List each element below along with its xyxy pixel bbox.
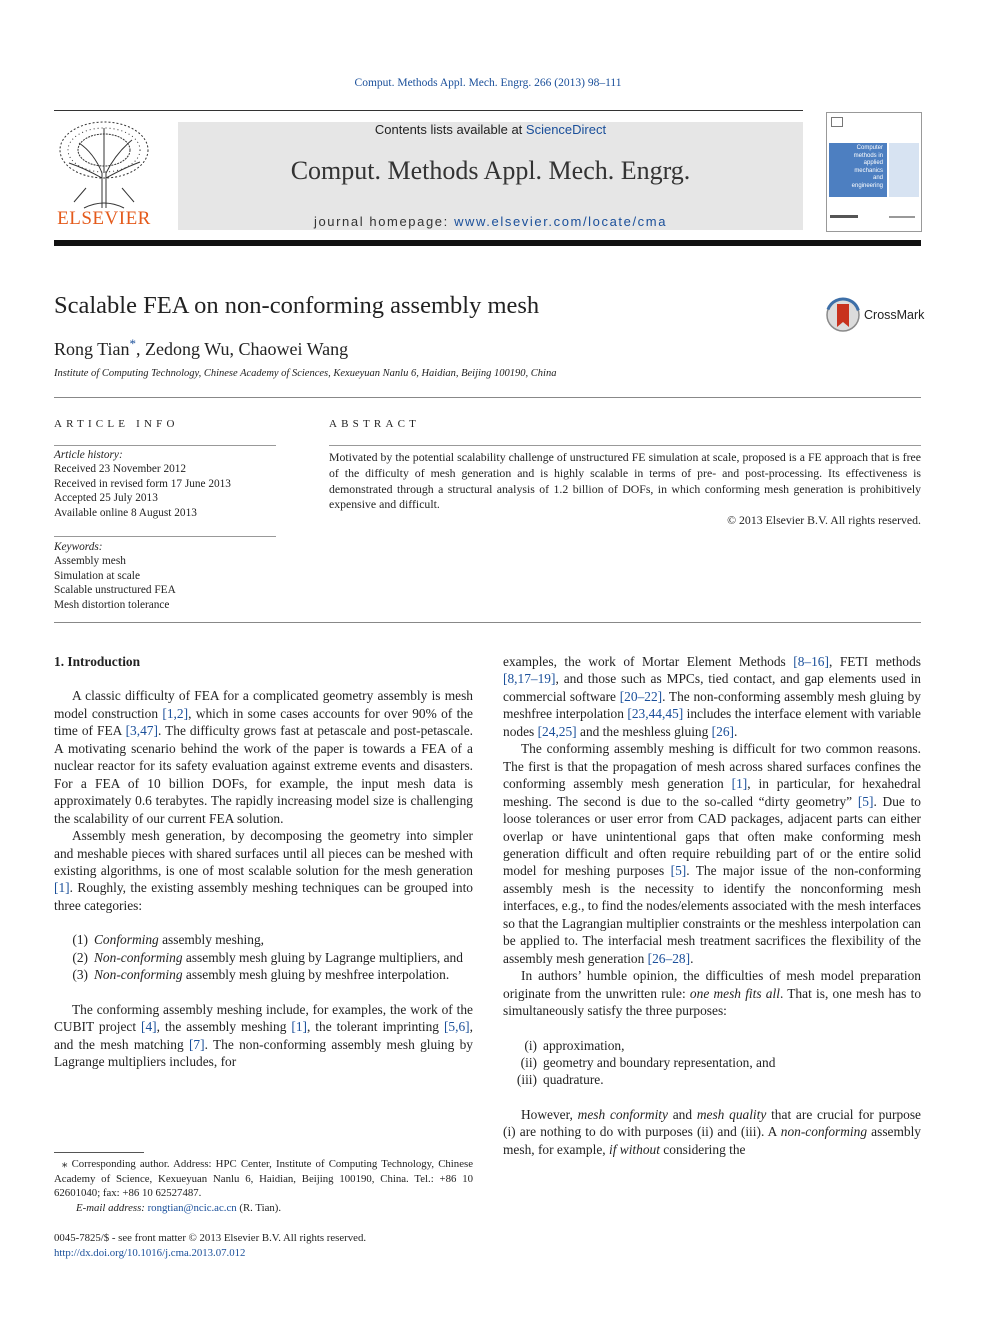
cover-title-line: applied [863,160,883,167]
cover-footer-mark [830,215,858,218]
abstract-rule [329,445,921,446]
citation-link[interactable]: [26–28] [647,950,691,966]
citation-link[interactable]: [1] [731,776,748,792]
footnotes [54,1157,473,1215]
paragraph: The conforming assembly meshing include, for examples, the work of the CUBIT project [4], the assembly meshing [1], the tolerant imprinting [5,6], and the mesh matching [7]. The non-conforming assembly mesh gluing by Lagrange multipliers includes, for [54,1001,473,1070]
issn-line: 0045-7825/$ - see front matter © 2013 Elsevier B.V. All rights reserved. [54,1232,367,1244]
homepage-link[interactable]: www.elsevier.com/locate/cma [454,214,668,229]
author-name: Rong Tian [54,339,130,359]
paragraph: In authors’ humble opinion, the difficulties of mesh model preparation originate from the unwritten rule: one mesh fits all. That is, one mesh has to simultaneously satisfy the three purposes: [503,968,922,1019]
contents-line: Contents lists available at ScienceDirect [374,122,607,137]
paper-title: Scalable FEA on non-conforming assembly mesh [54,292,540,319]
publisher-name: ELSEVIER [57,208,151,229]
cover-title-line: and [872,175,883,182]
category-list [54,931,473,983]
keyword-item: Simulation at scale [54,569,140,582]
abstract-body [329,450,921,529]
citation-link[interactable]: [23,44,45] [627,706,684,722]
list-item: (1) Conforming assembly meshing, [72,932,264,948]
history-item: Received in revised form 17 June 2013 [54,477,231,490]
doi-link[interactable]: http://dx.doi.org/10.1016/j.cma.2013.07.012 [54,1246,246,1259]
paragraph: Assembly mesh generation, by decomposing the geometry into simpler and meshable pieces with shared surfaces until all pieces can be meshed with existing algorithms, is one of most scalable solution for the mesh generation [1]. Roughly, the existing assembly meshing techniques can be grouped into three categories: [54,828,473,913]
citation-link[interactable]: [1,2] [162,705,189,721]
author-list [54,336,348,360]
front-matter [54,1231,504,1260]
list-item: (2) Non-conforming assembly mesh gluing by Lagrange multipliers, and [72,949,463,965]
citation-link[interactable]: [8–16] [793,654,829,669]
section-rule [54,397,921,398]
paragraph: The conforming assembly meshing is difficult for two common reasons. The first is that the propagation of mesh across shared surfaces confines the conforming assembly mesh generation [1], in particular, for hexahedral meshing. The second is due to the so-called “dirty geometry” [5]. Due to loose tolerances or user error from CAD packages, adjacent parts can either overlap or have unintentional gaps that often make conforming mesh generation difficult and often require rebuilding part of or the entire solid model for meshing purposes [5]. The major issue of the non-conforming assembly mesh is the necessity to identify the nonconforming mesh interfaces, e.g., to find the nodes/elements associated with the mesh interfaces so that the Lagrangian multiplier constraints or the meshless interpolation can be applied to. The interfacial mesh treatment sacrifices the flexibility of the assembly mesh generation [26–28]. [503,741,921,966]
article-info-rule [54,445,276,446]
citation-link[interactable]: [1] [54,880,70,896]
journal-citation[interactable]: Comput. Methods Appl. Mech. Engrg. 266 (2013) 98–111 [354,77,622,89]
citation-link[interactable]: [1] [291,1019,307,1035]
keyword-item: Scalable unstructured FEA [54,584,176,597]
citation-link[interactable]: [5,6] [443,1019,470,1035]
cover-title-line: methods in [853,152,883,159]
citation-link[interactable]: [5] [670,863,687,879]
citation-link[interactable]: [7] [188,1036,205,1052]
left-column [54,653,473,1071]
header-rule [54,110,803,111]
history-item: Accepted 25 July 2013 [54,492,158,505]
citation-link[interactable]: [24,25] [537,723,577,739]
journal-title: Comput. Methods Appl. Mech. Engrg. [290,156,691,185]
paragraph: However, mesh conformity and mesh quality that are crucial for purpose (i) are nothing to do with purposes (ii) and (iii). A non-conforming assembly mesh, for example, if without considering the [503,1106,922,1157]
footnote-rule [54,1152,144,1153]
author-names: , Zedong Wu, Chaowei Wang [136,339,349,359]
cover-emblem-icon [831,117,843,127]
list-item: (ii) geometry and boundary representation, and [520,1054,776,1070]
right-column [503,653,921,1158]
citation-link[interactable]: [26] [711,723,734,739]
keywords-label: Keywords: [54,541,103,553]
keyword-item: Assembly mesh [54,555,126,568]
list-item: (3) Non-conforming assembly mesh gluing by meshfree interpolation. [72,967,450,983]
citation-link[interactable]: [5] [857,793,874,809]
affiliation: Institute of Computing Technology, Chinese Academy of Sciences, Kexueyuan Nanlu 6, Haidian, Beijing 100190, China [54,368,557,379]
crossmark-button[interactable] [826,297,924,333]
cover-title-line: engineering [851,182,883,189]
article-info-heading: ARTICLE INFO [54,418,179,430]
elsevier-logo [54,118,154,230]
abstract-copyright: © 2013 Elsevier B.V. All rights reserved. [727,513,921,528]
journal-cover[interactable] [826,112,922,232]
keywords-rule [54,536,276,537]
list-item: (i) approximation, [524,1037,625,1053]
abstract-heading: ABSTRACT [329,418,421,430]
citation-link[interactable]: [4] [141,1019,157,1035]
elsevier-tree-icon [54,118,154,210]
crossmark-icon [826,297,860,333]
cover-title-box [829,143,887,197]
sciencedirect-link[interactable]: ScienceDirect [525,122,607,137]
corresponding-footnote: ⁎ Corresponding author. Address: HPC Center, Institute of Computing Technology, Chinese Academy of Science, Kexueyuan Nanlu 6, Haidian, Beijing 100190, China. Tel.: +86 10 62601040; fax: +86 10 62527487. [54,1158,473,1200]
intro-heading: 1. Introduction [54,654,141,669]
abstract-text: Motivated by the potential scalability challenge of unstructured FE simulation at scale, proposed is a FE approach that is free of the difficulty of mesh generation and is highly scalable in terms of pre- and post-processing. Its effectiveness is demonstrated through a structural analysis of 1.2 billion of DOFs, in which conforming mesh generation is prohibitively expensive and difficult. [329,450,921,512]
journal-homepage: journal homepage: www.elsevier.com/locate/cma [313,214,668,229]
corresponding-author-mark[interactable]: * [129,336,137,351]
citation-link[interactable]: [8,17–19] [503,671,556,687]
cover-title-line: mechanics [854,167,883,174]
journal-banner [178,122,803,230]
citation-link[interactable]: [3,47] [125,723,158,739]
cover-footer-mark [889,216,915,218]
email-footnote: E-mail address: rongtian@ncic.ac.cn (R. Tian). [76,1201,282,1214]
purpose-list [503,1037,921,1089]
citation-link[interactable]: [20–22] [619,688,663,704]
keyword-item: Mesh distortion tolerance [54,598,170,611]
article-history [54,448,279,520]
cover-side-panel [889,143,919,197]
history-item: Received 23 November 2012 [54,463,187,476]
crossmark-label: CrossMark [864,308,925,322]
history-item: Available online 8 August 2013 [54,506,197,519]
email-link[interactable]: rongtian@ncic.ac.cn [147,1201,237,1214]
body-rule [54,622,921,623]
paragraph: A classic difficulty of FEA for a complicated geometry assembly is mesh model construction [1,2], which in some cases accounts for over 90% of the time of FEA [3,47]. The difficulty grows fast at petascale and post-petascale. A motivating scenario behind the work of the paper is towards a FEA of a nuclear reactor for its safety evaluation against extreme events and disasters. For a FEA of 10 billion DOFs, for example, the input mesh data is approximately 0.6 terabytes. The rapidly increasing model size is challenging the scalability of our current FEA solution. [54,688,473,826]
list-item: (iii) quadrature. [516,1072,604,1088]
cover-title-line: Computer [856,145,883,151]
article-history-label: Article history: [54,449,123,461]
header-thick-rule [54,240,921,246]
paragraph: examples, the work of Mortar Element Methods [8–16], FETI methods [8,17–19], and those such as MPCs, tied contact, and gap elements used in commercial software [20–22]. The non-conforming assembly mesh gluing by meshfree interpolation [23,44,45] includes the interface element with variable nodes [24,25] and the meshless gluing [26]. [503,654,922,739]
keywords [54,540,279,612]
